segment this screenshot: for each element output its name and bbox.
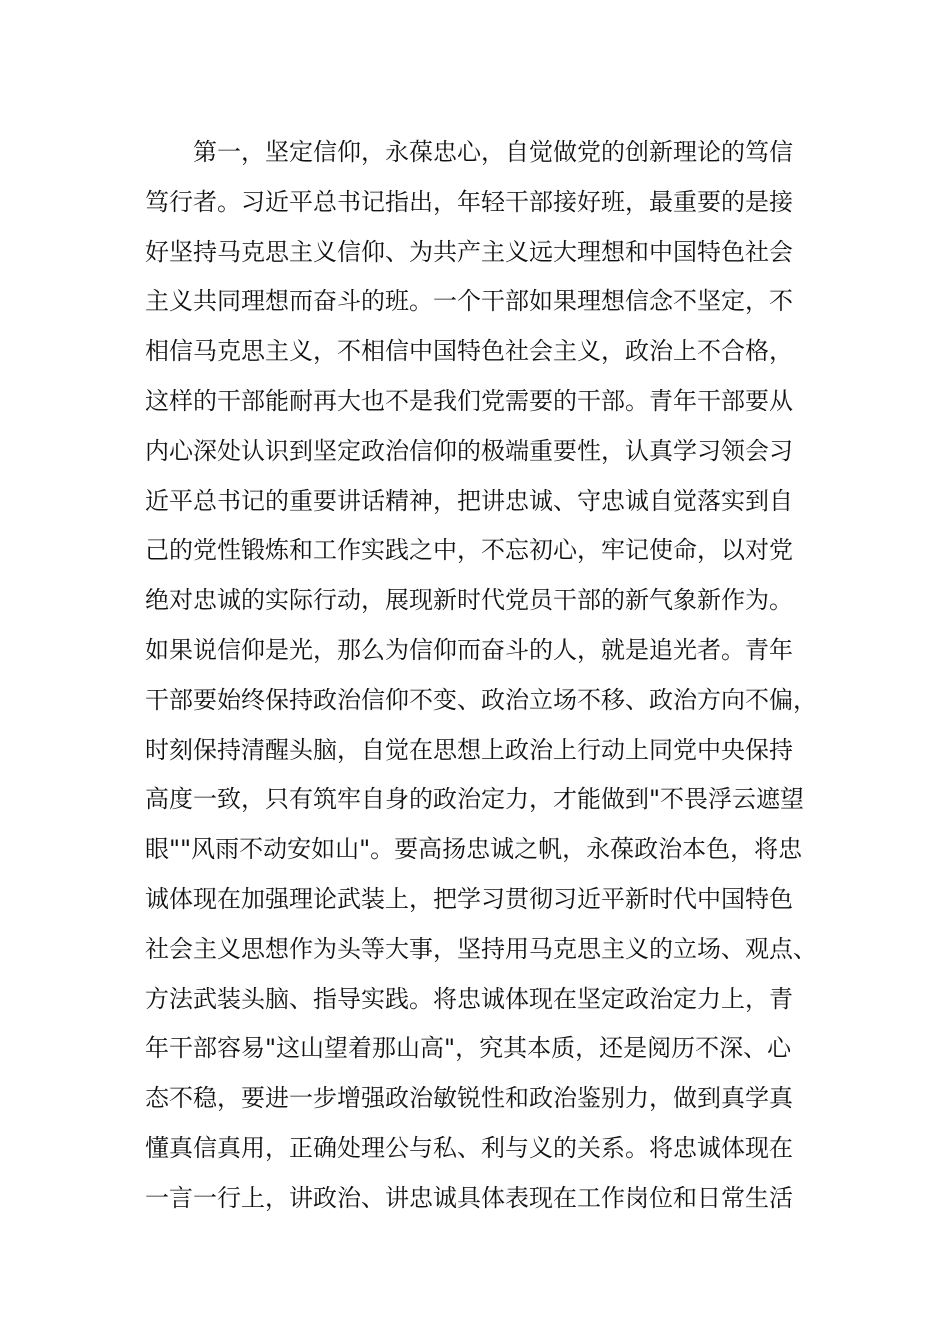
text-line: 好坚持马克思主义信仰、为共产主义远大理想和中国特色社会 [145,237,793,266]
text-line: 主义共同理想而奋斗的班。一个干部如果理想信念不坚定，不 [145,287,793,316]
text-line: 方法武装头脑、指导实践。将忠诚体现在坚定政治定力上，青 [145,984,793,1013]
text-line: 一言一行上，讲政治、讲忠诚具体表现在工作岗位和日常生活 [145,1183,793,1212]
text-line: 绝对忠诚的实际行动，展现新时代党员干部的新气象新作为。 [145,586,793,615]
text-line: 这样的干部能耐再大也不是我们党需要的干部。青年干部要从 [145,386,793,415]
text-line: 相信马克思主义，不相信中国特色社会主义，政治上不合格， [145,337,793,366]
text-line: 社会主义思想作为头等大事，坚持用马克思主义的立场、观点、 [145,934,817,963]
text-line: 态不稳，要进一步增强政治敏锐性和政治鉴别力，做到真学真 [145,1084,793,1113]
text-line: 如果说信仰是光，那么为信仰而奋斗的人，就是追光者。青年 [145,635,793,664]
text-line: 诚体现在加强理论武装上，把学习贯彻习近平新时代中国特色 [145,884,793,913]
text-line: 近平总书记的重要讲话精神，把讲忠诚、守忠诚自觉落实到自 [145,486,793,515]
text-line: 高度一致，只有筑牢自身的政治定力，才能做到"不畏浮云遮望 [145,785,805,814]
text-line: 己的党性锻炼和工作实践之中，不忘初心，牢记使命，以对党 [145,536,793,565]
text-line: 年干部容易"这山望着那山高"，究其本质，还是阅历不深、心 [145,1034,792,1063]
text-line: 干部要始终保持政治信仰不变、政治立场不移、政治方向不偏， [145,685,817,714]
text-line: 内心深处认识到坚定政治信仰的极端重要性，认真学习领会习 [145,436,793,465]
body-paragraph [145,128,845,1224]
text-line: 第一，坚定信仰，永葆忠心，自觉做党的创新理论的笃信 [193,138,793,166]
text-line: 时刻保持清醒头脑，自觉在思想上政治上行动上同党中央保持 [145,735,793,764]
text-line: 笃行者。习近平总书记指出，年轻干部接好班，最重要的是接 [145,187,793,216]
text-line: 眼""风雨不动安如山"。要高扬忠诚之帆，永葆政治本色，将忠 [145,835,803,864]
text-line: 懂真信真用，正确处理公与私、利与义的关系。将忠诚体现在 [145,1133,793,1162]
